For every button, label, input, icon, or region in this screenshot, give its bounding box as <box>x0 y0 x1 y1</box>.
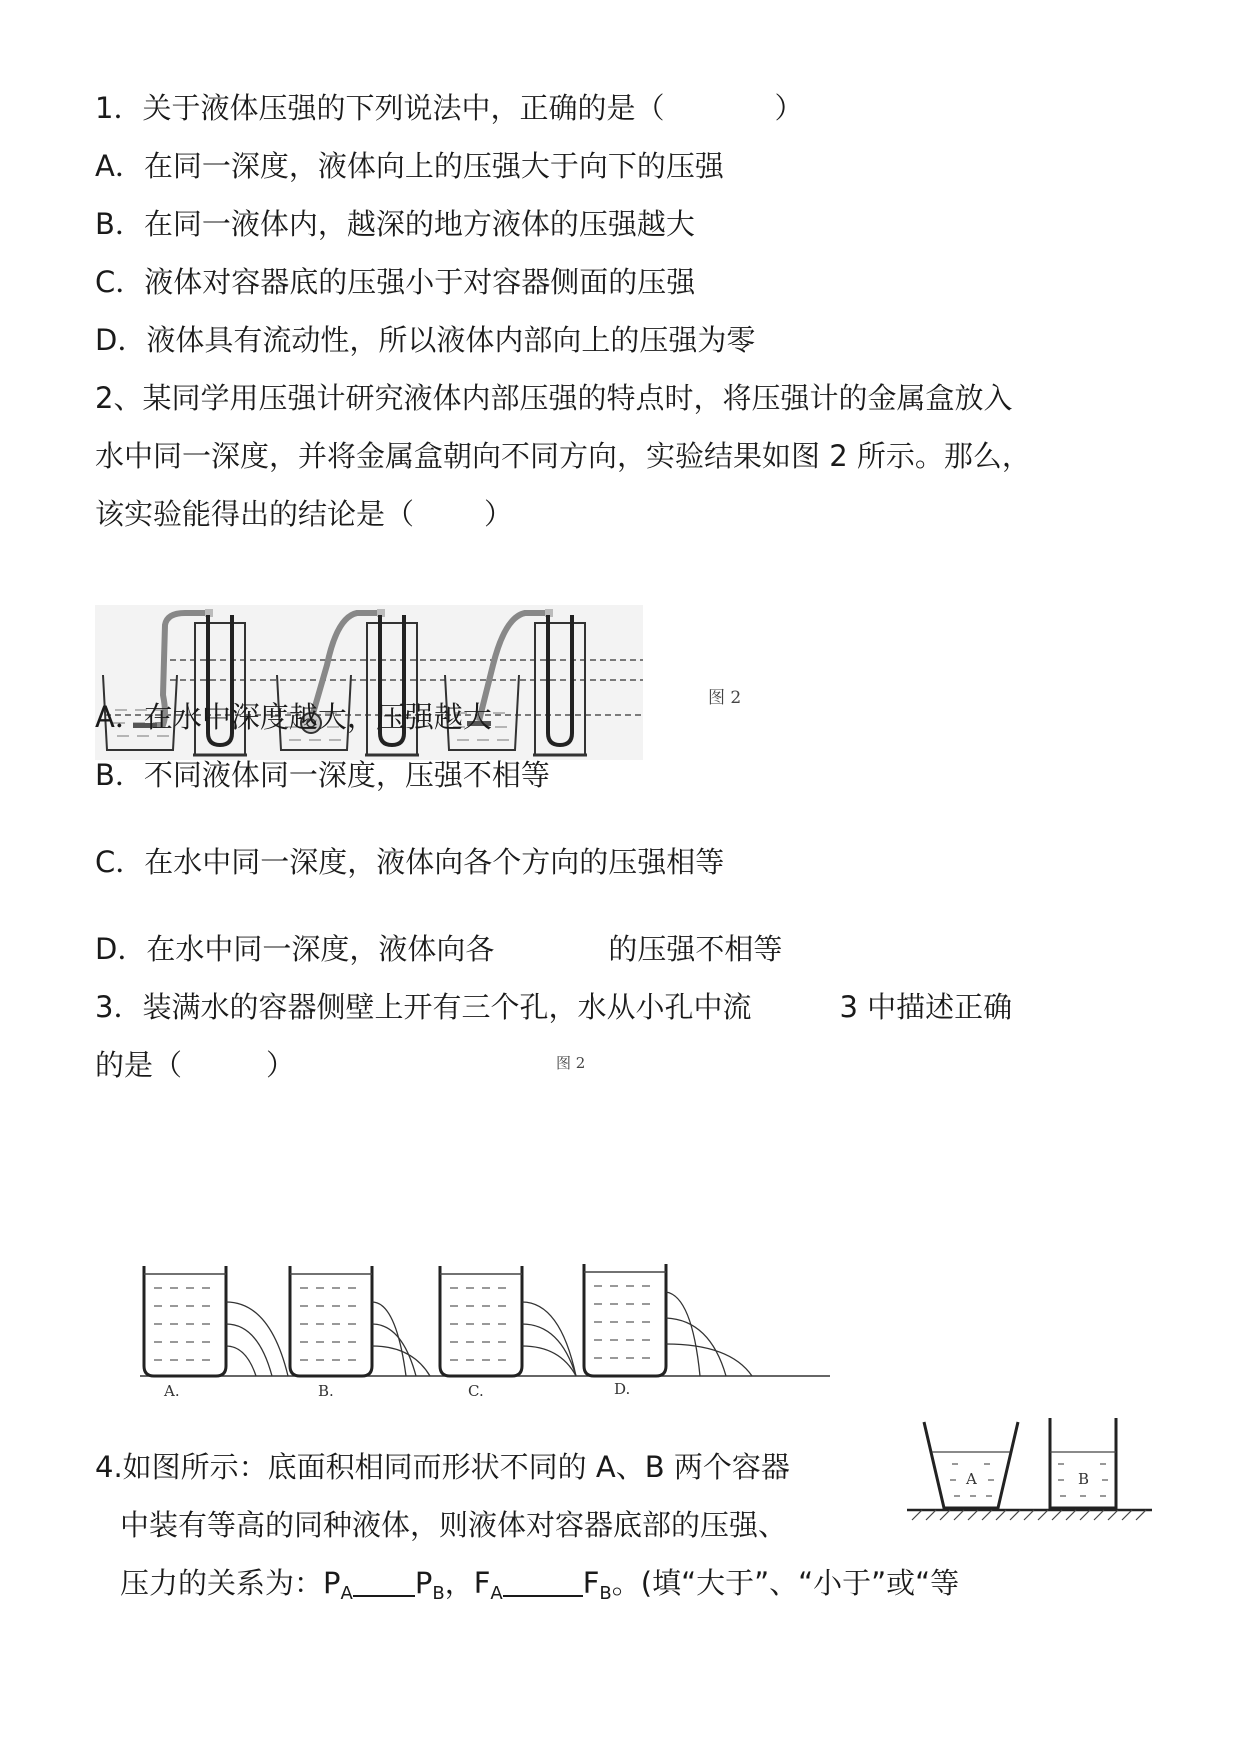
container-b <box>1050 1418 1116 1508</box>
label-a: A. <box>164 1382 180 1400</box>
q1-option-d: D．液体具有流动性，所以液体内部向上的压强为零 <box>95 323 756 357</box>
q1-option-b: B．在同一液体内，越深的地方液体的压强越大 <box>95 207 695 241</box>
q2-stem-line3: 该实验能得出的结论是（ ） <box>95 497 514 531</box>
q1-stem: 1．关于液体压强的下列说法中，正确的是（ ） <box>95 91 804 125</box>
figure-3-water-jets <box>140 1262 840 1402</box>
label-a: A <box>966 1470 977 1488</box>
q2-stem-line2: 水中同一深度，并将金属盒朝向不同方向，实验结果如图 2 所示。那么， <box>95 439 1031 473</box>
figure-2-overlay-label: 图 2 <box>556 1054 586 1072</box>
q4-stem-line3: 压力的关系为：$P_A$ $P_B$，$F_A$ $F_B$。(填“大于”、“小于”或“等 <box>120 1566 960 1604</box>
q3-stem-line2: 的是（ ） <box>95 1048 296 1082</box>
container-b <box>290 1266 430 1400</box>
q2-stem-line1: 2、某同学用压强计研究液体内部压强的特点时，将压强计的金属盒放入 <box>95 381 1013 415</box>
q1-option-a: A．在同一深度，液体向上的压强大于向下的压强 <box>95 149 724 183</box>
q2-option-b: B．不同液体同一深度，压强不相等 <box>95 758 550 792</box>
label-c: C. <box>468 1382 484 1400</box>
blank-pressure-relation[interactable] <box>353 1565 415 1597</box>
label-d: D. <box>614 1380 631 1398</box>
label-b: B <box>1078 1470 1090 1488</box>
container-a <box>144 1266 288 1400</box>
label-b: B. <box>318 1382 334 1400</box>
blank-force-relation[interactable] <box>503 1565 583 1597</box>
figure-4-containers <box>902 1412 1152 1532</box>
container-c <box>440 1266 576 1400</box>
q2-option-d: D．在水中同一深度，液体向各 的压强不相等 <box>95 932 783 966</box>
q2-option-c: C．在水中同一深度，液体向各个方向的压强相等 <box>95 845 725 879</box>
q1-option-c: C．液体对容器底的压强小于对容器侧面的压强 <box>95 265 696 299</box>
q3-stem-line1: 3．装满水的容器侧壁上开有三个孔，水从小孔中流 3 中描述正确 <box>95 990 1013 1024</box>
q4-stem-line1: 4.如图所示：底面积相同而形状不同的 A、B 两个容器 <box>95 1450 790 1484</box>
container-a <box>924 1422 1018 1508</box>
figure-2-label: 图 2 <box>708 688 742 708</box>
q2-option-a: A．在水中深度越大，压强越大 <box>95 700 492 734</box>
q4-stem-line2: 中装有等高的同种液体，则液体对容器底部的压强、 <box>120 1508 788 1542</box>
container-d <box>584 1264 752 1398</box>
